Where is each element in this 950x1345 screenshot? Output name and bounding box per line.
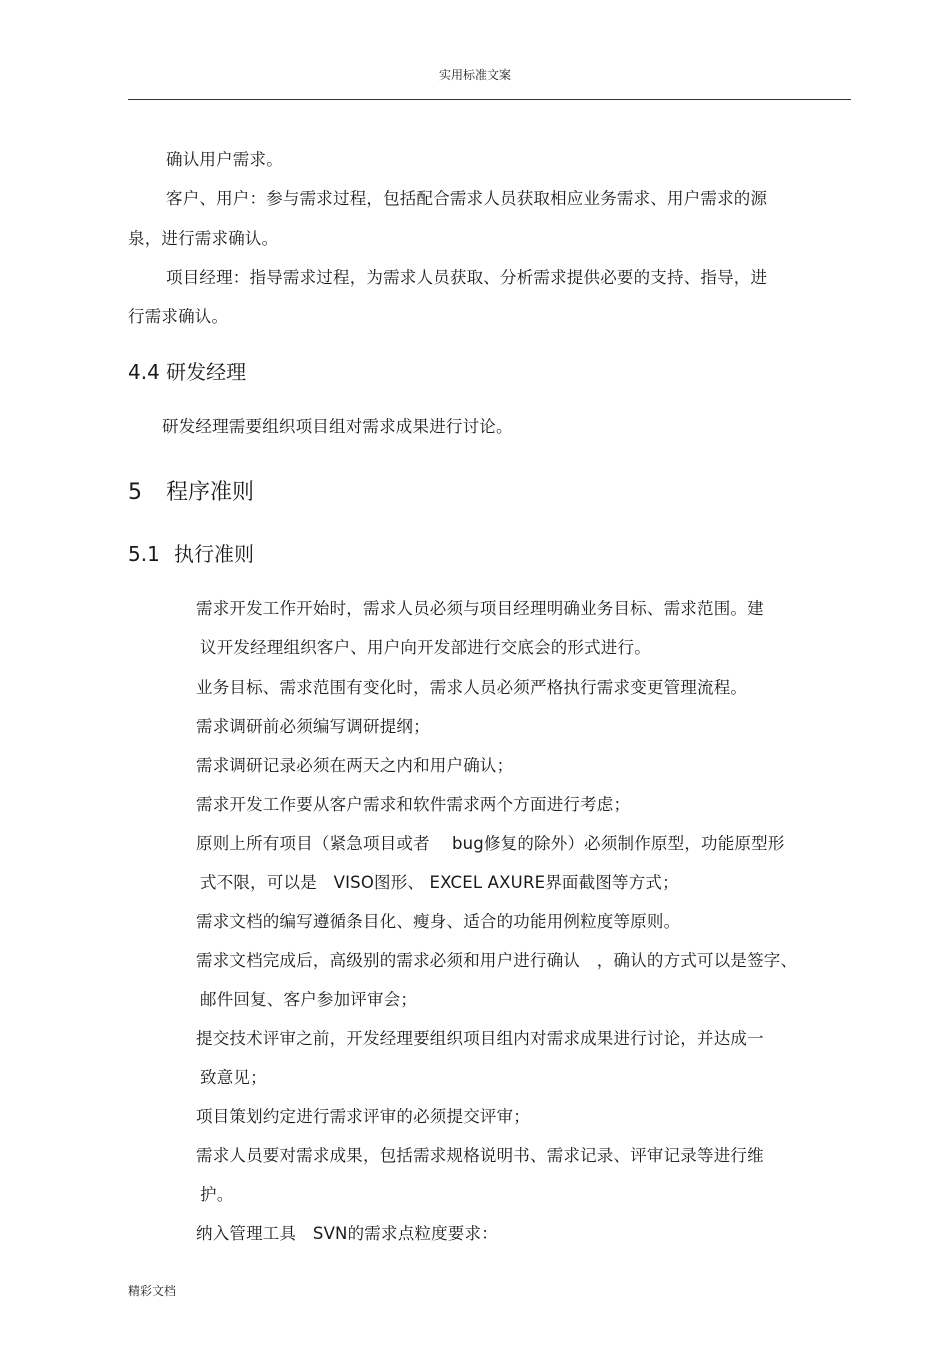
rule-line: 纳入管理工具 SVN的需求点粒度要求：	[196, 1224, 498, 1243]
rule-line: 业务目标、需求范围有变化时，需求人员必须严格执行需求变更管理流程。	[196, 678, 748, 697]
rule-line: 需求开发工作开始时，需求人员必须与项目经理明确业务目标、需求范围。建	[196, 599, 764, 618]
rule-line: 致意见；	[200, 1068, 267, 1087]
rule-line: 原则上所有项目（紧急项目或者 bug修复的除外）必须制作原型，功能原型形	[196, 834, 785, 853]
rule-line: 需求开发工作要从客户需求和软件需求两个方面进行考虑；	[196, 795, 631, 814]
section-5-heading	[128, 475, 254, 506]
intro-line: 行需求确认。	[128, 307, 229, 326]
page-footer: 精彩文档	[128, 1284, 177, 1298]
page-header: 实用标准文案	[438, 68, 511, 82]
intro-line: 项目经理：指导需求过程，为需求人员获取、分析需求提供必要的支持、指导，进	[166, 268, 768, 287]
section-number: 5	[128, 480, 142, 505]
section-4-4-heading: 4.4 研发经理	[128, 360, 247, 384]
rule-line: 式不限，可以是 VISO图形、 EXCEL AXURE界面截图等方式；	[200, 873, 679, 892]
intro-line: 客户、用户：参与需求过程，包括配合需求人员获取相应业务需求、用户需求的源	[166, 189, 768, 208]
rule-line: 邮件回复、客户参加评审会；	[200, 990, 418, 1009]
rule-line: 需求调研记录必须在两天之内和用户确认；	[196, 756, 514, 775]
rule-line: 护。	[200, 1185, 234, 1204]
section-4-4-body: 研发经理需要组织项目组对需求成果进行讨论。	[162, 417, 513, 436]
section-title: 程序准则	[166, 480, 255, 505]
rule-line: 需求文档完成后，高级别的需求必须和用户进行确认 ，确认的方式可以是签字、	[196, 951, 798, 970]
rule-line: 需求人员要对需求成果，包括需求规格说明书、需求记录、评审记录等进行维	[196, 1146, 764, 1165]
section-number: 5.1	[128, 542, 160, 566]
rule-line: 需求调研前必须编写调研提纲；	[196, 717, 430, 736]
section-title: 执行准则	[174, 542, 254, 566]
header-divider	[128, 99, 851, 100]
intro-line: 确认用户需求。	[166, 150, 283, 169]
rule-line: 议开发经理组织客户、用户向开发部进行交底会的形式进行。	[200, 638, 651, 657]
intro-line: 泉，进行需求确认。	[128, 229, 279, 248]
rule-line: 需求文档的编写遵循条目化、瘦身、适合的功能用例粒度等原则。	[196, 912, 681, 931]
rule-line: 提交技术评审之前，开发经理要组织项目组内对需求成果进行讨论，并达成一	[196, 1029, 764, 1048]
rule-line: 项目策划约定进行需求评审的必须提交评审；	[196, 1107, 530, 1126]
section-5-1-heading	[128, 538, 254, 567]
